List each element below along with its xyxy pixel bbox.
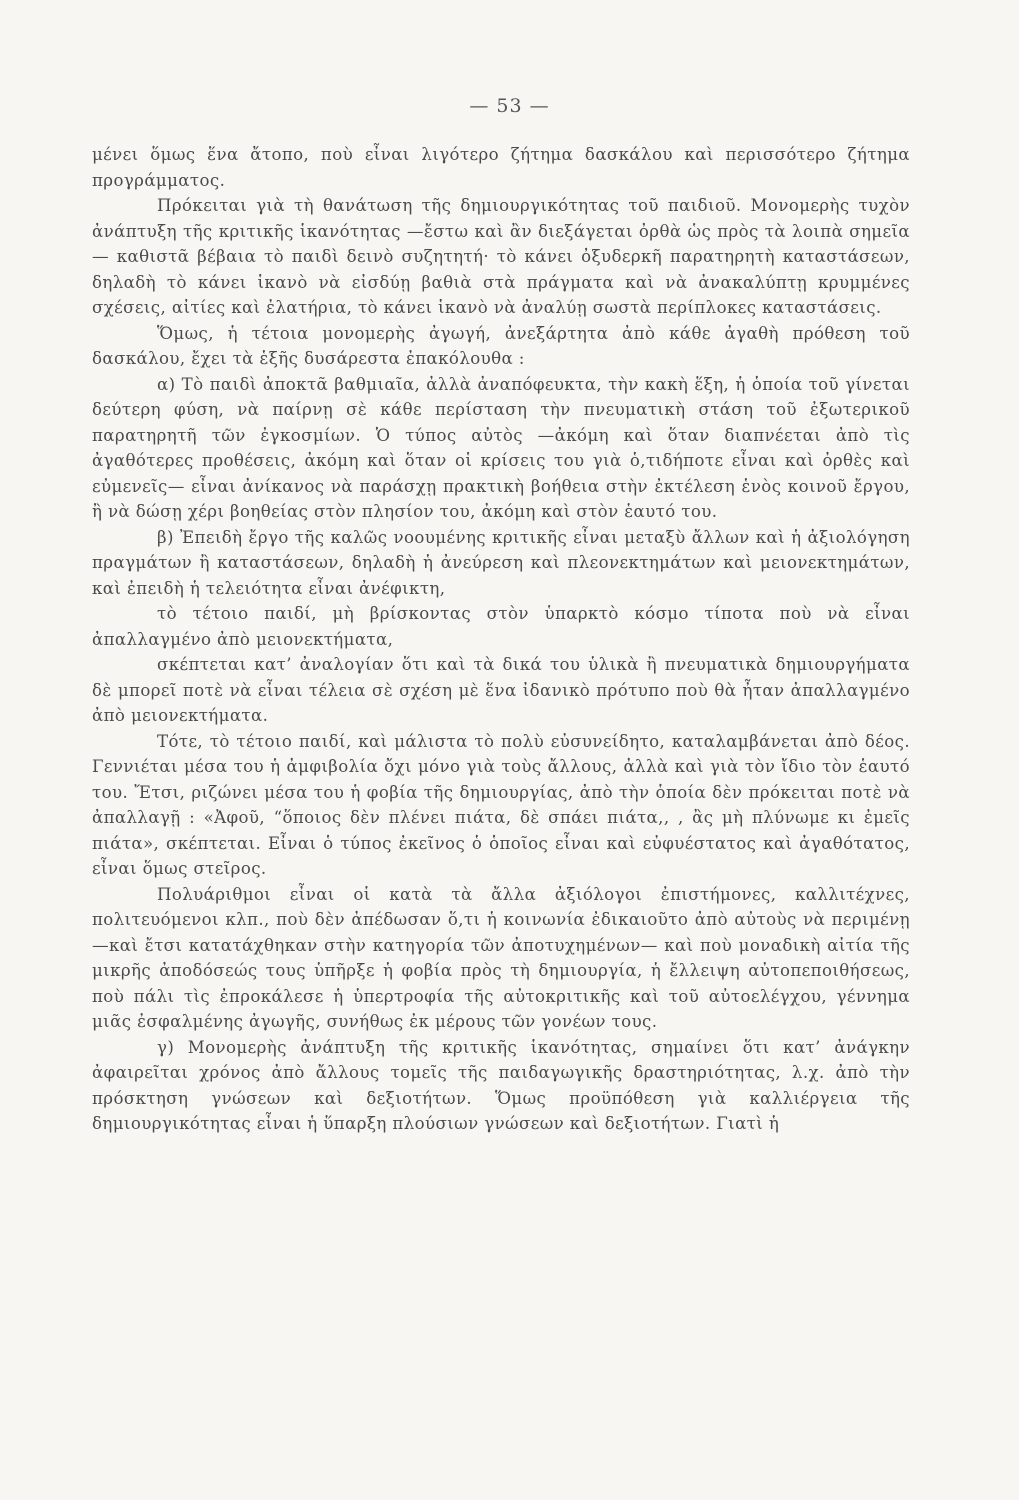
page-number: — 53 — bbox=[469, 95, 550, 117]
paragraph: τὸ τέτοιο παιδί, μὴ βρίσκοντας στὸν ὑπαρκτὸ κόσμο τίποτα ποὺ νὰ εἶναι ἀπαλλαγμένο ἀπὸ μειονεκτήματα, bbox=[92, 604, 910, 649]
paragraph-continuation: μένει ὅμως ἕνα ἄτοπο, ποὺ εἶναι λιγότερο ζήτημα δασκάλου καὶ περισσότερο ζήτημα προγράμματος. bbox=[92, 145, 910, 190]
paragraph-item-b: β) Ἐπειδὴ ἔργο τῆς καλῶς νοουμένης κριτικῆς εἶναι μεταξὺ ἄλλων καὶ ἡ ἀξιολόγηση πραγμάτων ἢ καταστάσεων, δηλαδὴ ἡ ἀνεύρεση καὶ πλεονεκτημάτων καὶ μειονεκτημάτων, καὶ ἐπειδὴ ἡ τελειότητα εἶναι ἀνέφικτη, bbox=[92, 527, 910, 598]
paragraph: Ὅμως, ἡ τέτοια μονομερὴς ἀγωγή, ἀνεξάρτητα ἀπὸ κάθε ἀγαθὴ πρόθεση τοῦ δασκάλου, ἔχει τὰ ἑξῆς δυσάρεστα ἐπακόλουθα : bbox=[92, 323, 910, 368]
paragraph-item-c: γ) Μονομερὴς ἀνάπτυξη τῆς κριτικῆς ἱκανότητας, σημαίνει ὅτι κατ’ ἀνάγκην ἀφαιρεῖται χρόνος ἀπὸ ἄλλους τομεῖς τῆς παιδαγωγικῆς δραστηριότητας, λ.χ. ἀπὸ τὴν πρόσκτηση γνώσεων καὶ δεξιοτήτων. Ὅμως προϋπόθεση γιὰ καλλιέργεια τῆς δημιουργικότητας εἶναι ἡ ὕπαρξη πλούσιων γνώσεων καὶ δεξιοτήτων. Γιατὶ ἡ bbox=[92, 1037, 910, 1133]
paragraph: Πρόκειται γιὰ τὴ θανάτωση τῆς δημιουργικότητας τοῦ παιδιοῦ. Μονομερὴς τυχὸν ἀνάπτυξη τῆς κριτικῆς ἱκανότητας —ἔστω καὶ ἂν διεξάγεται ὀρθὰ ὡς πρὸς τὰ λοιπὰ σημεῖα— καθιστᾶ βέβαια τὸ παιδὶ δεινὸ συζητητή· τὸ κάνει ὀξυδερκῆ παρατηρητὴ καταστάσεων, δηλαδὴ τὸ κάνει ἱκανὸ νὰ εἰσδύῃ βαθιὰ στὰ πράγματα καὶ νὰ ἀνακαλύπτῃ κρυμμένες σχέσεις, αἰτίες καὶ ἐλατήρια, τὸ κάνει ἱκανὸ νὰ ἀναλύῃ σωστὰ περίπλοκες καταστάσεις. bbox=[92, 196, 910, 317]
body-text bbox=[92, 142, 910, 1137]
paragraph: σκέπτεται κατ’ ἀναλογίαν ὅτι καὶ τὰ δικά του ὑλικὰ ἢ πνευματικὰ δημιουργήματα δὲ μπορεῖ ποτὲ νὰ εἶναι τέλεια σὲ σχέση μὲ ἕνα ἰδανικὸ πρότυπο ποὺ θὰ ἦταν ἀπαλλαγμένο ἀπὸ μειονεκτήματα. bbox=[92, 655, 910, 725]
paragraph: Τότε, τὸ τέτοιο παιδί, καὶ μάλιστα τὸ πολὺ εὐσυνείδητο, καταλαμβάνεται ἀπὸ δέος. Γεννιέται μέσα του ἡ ἀμφιβολία ὄχι μόνο γιὰ τοὺς ἄλλους, ἀλλὰ καὶ γιὰ τὸν ἴδιο τὸν ἑαυτό του. Ἔτσι, ριζώνει μέσα του ἡ φοβία τῆς δημιουργίας, ἀπὸ τὴν ὁποία δὲν πρόκειται ποτὲ νὰ ἀπαλλαγῇ : «Ἀφοῦ, “ὅποιος δὲν πλένει πιάτα, δὲ σπάει πιάτα,, , ἂς μὴ πλύνωμε κι ἐμεῖς πιάτα», σκέπτεται. Εἶναι ὁ τύπος ἐκεῖνος ὁ ὁποῖος εἶναι καὶ εὐφυέστατος καὶ ἀγαθότατος, εἶναι ὅμως στεῖρος. bbox=[92, 731, 910, 878]
paragraph: Πολυάριθμοι εἶναι οἱ κατὰ τὰ ἄλλα ἀξιόλογοι ἐπιστήμονες, καλλιτέχνες, πολιτευόμενοι κλπ., ποὺ δὲν ἀπέδωσαν ὅ,τι ἡ κοινωνία ἐδικαιοῦτο ἀπὸ αὐτοὺς νὰ περιμένῃ —καὶ ἔτσι κατατάχθηκαν στὴν κατηγορία τῶν ἀποτυχημένων— καὶ ποὺ μοναδικὴ αἰτία τῆς μικρῆς ἀποδόσεώς τους ὑπῆρξε ἡ φοβία πρὸς τὴ δημιουργία, ἡ ἔλλειψη αὐτοπεποιθήσεως, ποὺ πάλι τὶς ἐπροκάλεσε ἡ ὑπερτροφία τῆς αὐτοκριτικῆς καὶ τοῦ αὐτοελέγχου, γέννημα μιᾶς ἐσφαλμένης ἀγωγῆς, συνήθως ἐκ μέρους τῶν γονέων τους. bbox=[92, 884, 910, 1031]
paragraph-item-a: α) Τὸ παιδὶ ἀποκτᾶ βαθμιαῖα, ἀλλὰ ἀναπόφευκτα, τὴν κακὴ ἕξη, ἡ ὁποία τοῦ γίνεται δεύτερη φύση, νὰ παίρνῃ σὲ κάθε περίσταση τὴν πνευματικὴ στάση τοῦ ἐξωτερικοῦ παρατηρητῆ τῶν ἐγκοσμίων. Ὁ τύπος αὐτὸς —ἀκόμη καὶ ὅταν διαπνέεται ἀπὸ τὶς ἀγαθότερες προθέσεις, ἀκόμη καὶ ὅταν οἱ κρίσεις του γιὰ ὁ,τιδήποτε εἶναι καὶ ὀρθὲς καὶ εὐμενεῖς— εἶναι ἀνίκανος νὰ παράσχῃ πρακτικὴ βοήθεια στὴν ἐκτέλεση ἑνὸς κοινοῦ ἔργου, ἢ νὰ δώσῃ χέρι βοηθείας στὸν πλησίον του, ἀκόμη καὶ στὸν ἑαυτό του. bbox=[92, 374, 910, 521]
